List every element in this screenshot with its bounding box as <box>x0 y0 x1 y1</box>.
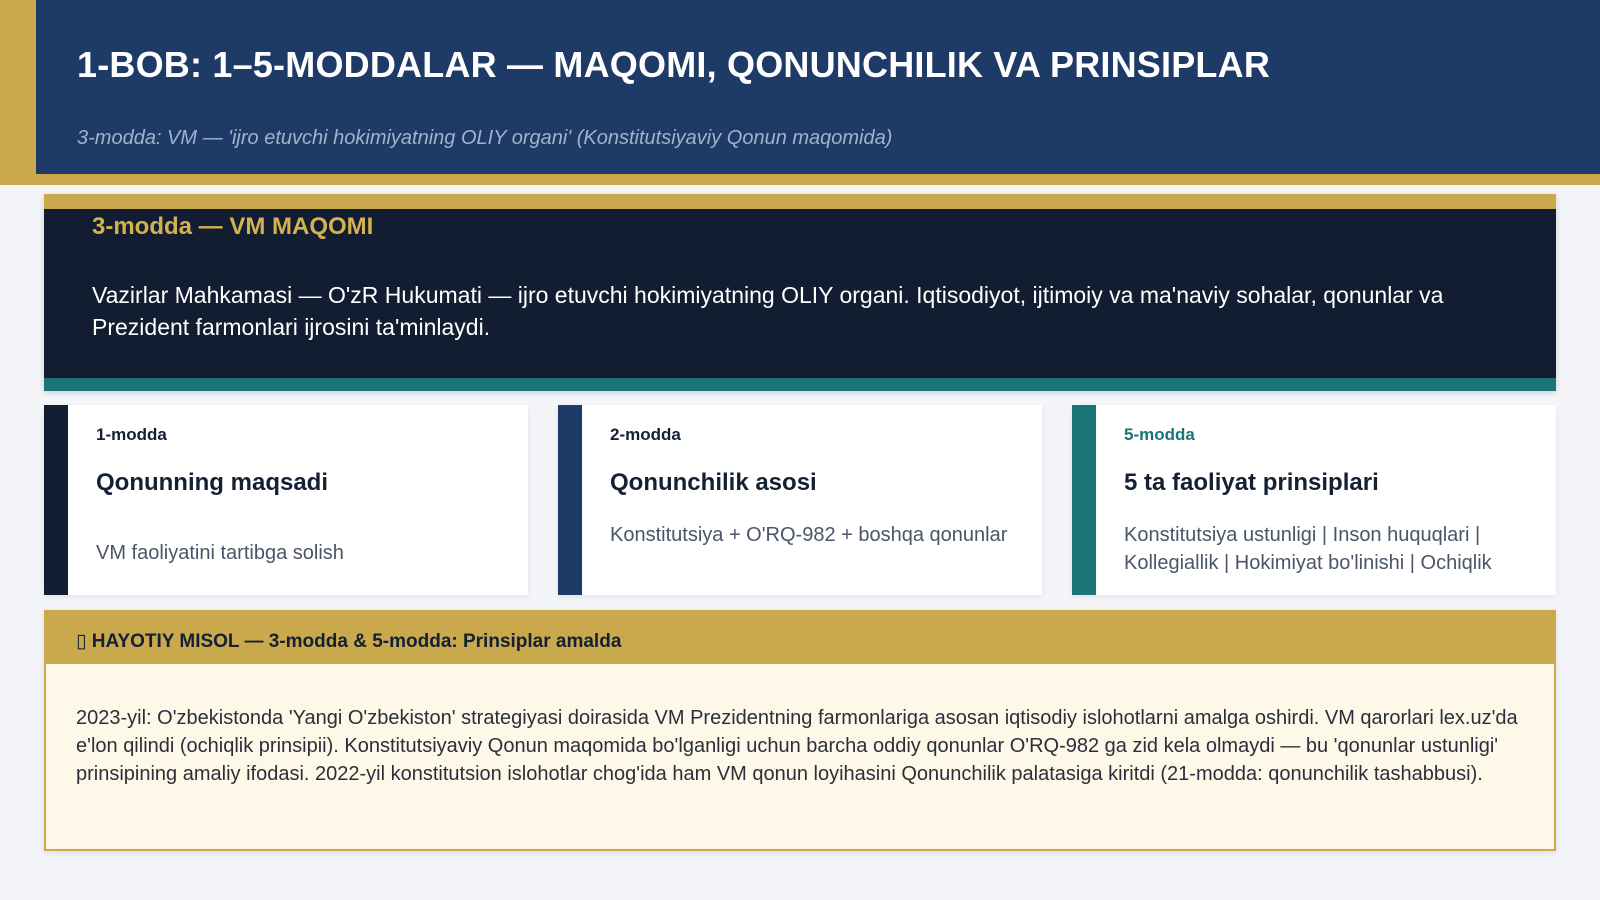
card-article-5 <box>1072 405 1556 595</box>
card-title: 5 ta faoliyat prinsiplari <box>1124 469 1379 496</box>
card-title: Qonunning maqsadi <box>96 469 328 496</box>
card-title: Qonunchilik asosi <box>610 469 817 496</box>
card-accent <box>558 405 582 595</box>
slide-header <box>0 0 1600 185</box>
card-description: Konstitutsiya ustunligi | Inson huquqlari | Kollegiallik | Hokimiyat bo'linishi | Ochiqlik <box>1124 524 1492 574</box>
status-panel-top-bar <box>44 194 1556 209</box>
example-text: 2023-yil: O'zbekistonda 'Yangi O'zbekiston' strategiyasi doirasida VM Prezidentning farmonlariga asosan iqtisodiy islohotlarni amalga oshirdi. VM qarorlari lex.uz'da e'lon qilindi (ochiqlik prinsipii). Konstitutsiyaviy Qonun maqomida bo'lganligi uchun barcha oddiy qonunlar O'RQ-982 ga zid kela olmaydi — bu 'qonunlar ustunligi' prinsipining amaliy ifodasi. 2022-yil konstitutsion islohotlar chog'ida ham VM qonun loyihasini Qonunchilik palatasiga kiritdi (21-modda: qonunchilik tashabbusi). <box>76 707 1518 785</box>
card-label: 5-modda <box>1124 425 1195 444</box>
card-accent <box>1072 405 1096 595</box>
status-panel <box>44 194 1556 391</box>
page-subtitle: 3-modda: VM — 'ijro etuvchi hokimiyatning OLIY organi' (Konstitutsiyaviy Qonun maqomida) <box>77 127 893 149</box>
card-label: 1-modda <box>96 425 167 444</box>
card-description: VM faoliyatini tartibga solish <box>96 542 344 564</box>
card-accent <box>44 405 68 595</box>
header-gold-accent-left <box>0 0 36 185</box>
header-gold-accent-bottom <box>0 174 1600 185</box>
status-text: Vazirlar Mahkamasi — O'zR Hukumati — ijro etuvchi hokimiyatning OLIY organi. Iqtisodiyot, ijtimoiy va ma'naviy sohalar, qonunlar va Prezident farmonlari ijrosini ta'minlaydi. <box>92 282 1444 340</box>
status-heading: 3-modda — VM MAQOMI <box>92 213 374 240</box>
card-description: Konstitutsiya + O'RQ-982 + boshqa qonunlar <box>610 524 1008 546</box>
status-panel-bottom-bar <box>44 378 1556 391</box>
card-article-1 <box>44 405 528 595</box>
example-title: ▯ HAYOTIY MISOL — 3-modda & 5-modda: Prinsiplar amalda <box>76 631 622 652</box>
card-label: 2-modda <box>610 425 681 444</box>
card-article-2 <box>558 405 1042 595</box>
page-title: 1-BOB: 1–5-MODDALAR — MAQOMI, QONUNCHILIK VA PRINSIPLAR <box>77 44 1271 85</box>
example-header <box>46 612 1554 664</box>
example-panel <box>44 610 1556 851</box>
